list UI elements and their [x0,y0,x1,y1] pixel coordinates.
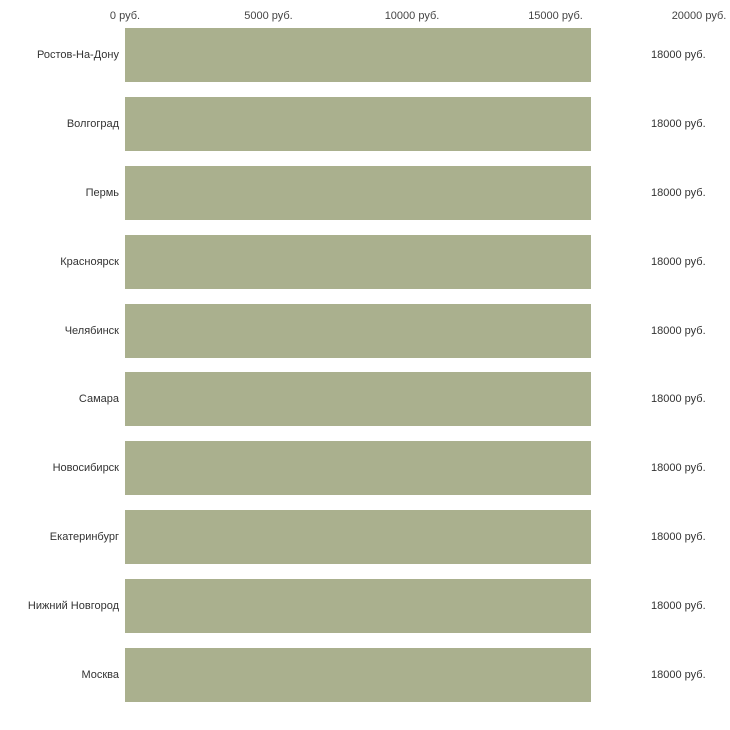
bar[interactable] [125,579,591,633]
category-label: Ростов-На-Дону [36,49,119,61]
bar[interactable] [125,648,591,702]
bar-row[interactable] [27,579,706,633]
category-label: Пермь [85,186,119,199]
bar-value-label: 18000 руб. [651,668,706,681]
category-label: Москва [81,668,119,681]
bar-row[interactable] [49,510,706,564]
bar[interactable] [125,304,591,358]
bar-row[interactable] [66,97,706,151]
x-tick-label-1: 5000 руб. [244,10,293,22]
category-label: Красноярск [60,255,119,268]
bar[interactable] [125,235,591,289]
bar[interactable] [125,441,591,495]
bar-row[interactable] [64,304,706,358]
bar-row[interactable] [60,235,706,289]
category-label: Екатеринбург [49,531,119,544]
bar[interactable] [125,372,591,426]
bar-row[interactable] [52,441,706,495]
plot-area [27,28,706,702]
category-label: Нижний Новгород [27,600,119,612]
category-label: Челябинск [64,324,119,337]
x-tick-label-0: 0 руб. [109,10,141,22]
bar-value-label: 18000 руб. [651,600,706,612]
category-label: Новосибирск [52,462,119,475]
bar-value-label: 18000 руб. [651,117,706,130]
bar-value-label: 18000 руб. [651,531,706,544]
bar-row[interactable] [78,372,706,426]
category-label: Волгоград [66,117,119,130]
bar-value-label: 18000 руб. [651,49,706,61]
bar-value-label: 18000 руб. [651,255,706,268]
x-tick-label-4: 20000 руб. [671,10,727,22]
bar-row[interactable] [81,648,706,702]
bar-value-label: 18000 руб. [651,324,706,337]
bar-value-label: 18000 руб. [651,186,706,199]
bar[interactable] [125,97,591,151]
bar[interactable] [125,166,591,220]
category-label: Самара [78,393,119,406]
bars-group [27,28,706,702]
bar[interactable] [125,510,591,564]
bar-value-label: 18000 руб. [651,462,706,475]
bar-value-label: 18000 руб. [651,393,706,406]
x-tick-label-3: 15000 руб. [528,10,583,22]
bar-row[interactable] [36,28,706,82]
bar-row[interactable] [85,166,706,220]
bar[interactable] [125,28,591,82]
x-tick-label-2: 10000 руб. [384,10,440,22]
